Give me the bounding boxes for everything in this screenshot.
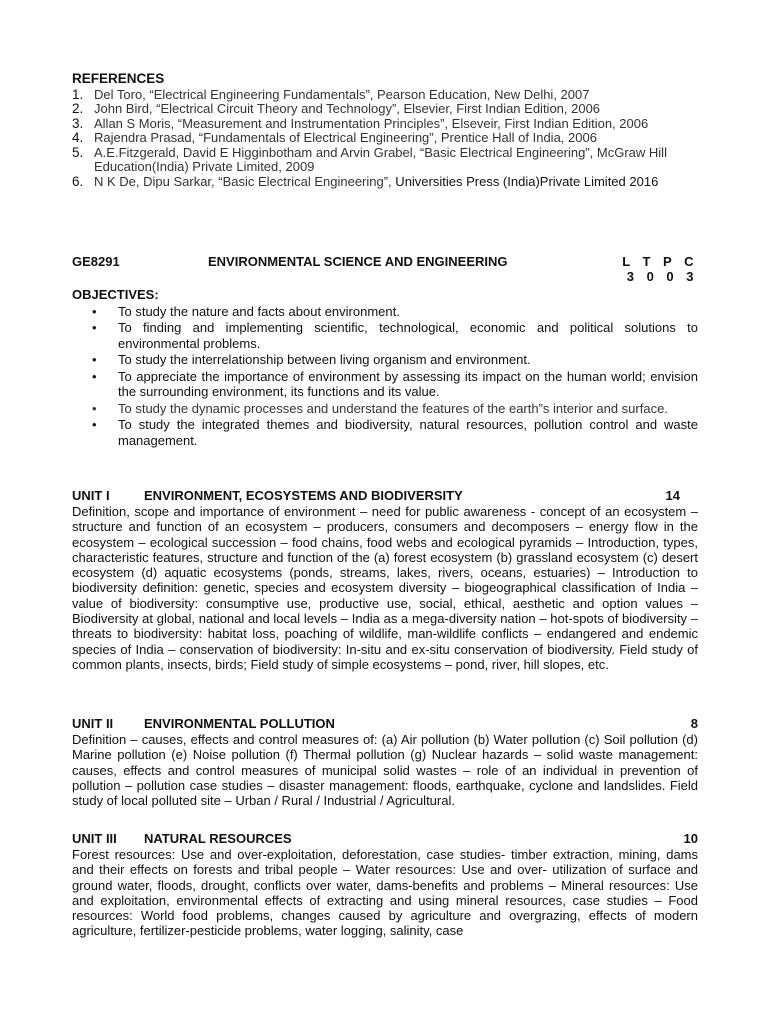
course-code: GE8291 xyxy=(72,254,120,269)
objectives-list xyxy=(72,304,698,449)
bullet-icon: • xyxy=(92,400,97,416)
reference-text: John Bird, “Electrical Circuit Theory and Technology”, Elsevier, First Indian Edition, 2006 xyxy=(94,101,601,116)
objectives-heading: OBJECTIVES: xyxy=(72,287,159,302)
objective-text: To study the nature and facts about environment. xyxy=(118,303,400,319)
objective-item xyxy=(72,320,698,351)
reference-text-tail: Universities Press (India)Private Limited 2016 xyxy=(391,173,659,189)
objective-text: To study the integrated themes and biodiversity, natural resources, pollution control and waste management. xyxy=(118,417,698,448)
unit-heading xyxy=(72,488,698,504)
unit-hours: 10 xyxy=(683,831,698,846)
course-ltpc xyxy=(622,254,698,284)
reference-number: 6. xyxy=(72,173,84,189)
references-section xyxy=(72,72,712,189)
objective-text: To appreciate the importance of environment by assessing its impact on the human world; envision the surrounding environment, its functions and its value. xyxy=(118,368,698,399)
unit-section xyxy=(72,716,698,808)
bullet-icon: • xyxy=(92,417,97,432)
bullet-icon: • xyxy=(92,303,97,319)
objective-text: To finding and implementing scientific, technological, economic and political solutions to environmental problems. xyxy=(118,320,698,351)
unit-number: UNIT I xyxy=(72,488,110,503)
objective-item xyxy=(72,304,698,320)
bullet-icon: • xyxy=(92,352,97,367)
reference-item xyxy=(72,146,712,175)
unit-heading xyxy=(72,716,698,732)
objective-item xyxy=(72,417,698,448)
unit-name: ENVIRONMENT, ECOSYSTEMS AND BIODIVERSITY xyxy=(144,488,463,503)
unit-number: UNIT II xyxy=(72,716,114,731)
bullet-icon: • xyxy=(92,368,97,384)
unit-name: NATURAL RESOURCES xyxy=(144,831,292,846)
unit-body: Forest resources: Use and over-exploitation, deforestation, case studies- timber extraction, mining, dams and their effects on forests and tribal people – Water resources: Use and over- utilization of surface and ground water, floods, drought, conflicts over water, dams-benefits and problems – Mineral resources: Use and exploitation, environmental effects of extracting and using mineral resources, case studies – Food resources: World food problems, changes caused by agriculture and overgrazing, effects of modern agriculture, fertilizer-pesticide problems, water logging, salinity, case xyxy=(72,847,698,939)
reference-text: Rajendra Prasad, “Fundamentals of Electrical Engineering”, Prentice Hall of India, 2006 xyxy=(94,130,597,145)
reference-number: 5. xyxy=(72,144,84,160)
reference-number: 2. xyxy=(72,101,84,116)
reference-text: Allan S Moris, “Measurement and Instrumentation Principles”, Elseveir, First Indian Edition, 2006 xyxy=(94,115,649,131)
unit-body: Definition – causes, effects and control measures of: (a) Air pollution (b) Water pollution (c) Soil pollution (d) Marine pollution (e) Noise pollution (f) Thermal pollution (g) Nuclear hazards – solid waste management: causes, effects and control measures of municipal solid wastes – role of an individual in prevention of pollution – pollution case studies – disaster management: floods, earthquake, cyclone and landslides. Field study of local polluted site – Urban / Rural / Industrial / Agricultural. xyxy=(72,732,698,809)
reference-text: N K De, Dipu Sarkar, “Basic Electrical Engineering”, xyxy=(94,173,392,189)
objective-text: To study the dynamic processes and understand the features of the earth”s interior and surface. xyxy=(118,400,668,416)
reference-text: A.E.Fitzgerald, David E Higginbotham and Arvin Grabel, “Basic Electrical Engineering”, McGraw Hill Education(India) Private Limited, 2009 xyxy=(94,144,667,174)
objective-text: To study the interrelationship between living organism and environment. xyxy=(118,352,531,367)
unit-number: UNIT III xyxy=(72,831,117,846)
unit-name: ENVIRONMENTAL POLLUTION xyxy=(144,716,335,731)
reference-item xyxy=(72,131,712,146)
ltpc-labels: L T P C xyxy=(622,254,698,269)
reference-item xyxy=(72,117,712,132)
reference-text: Del Toro, “Electrical Engineering Fundamentals”, Pearson Education, New Delhi, 2007 xyxy=(94,86,590,102)
reference-number: 1. xyxy=(72,86,84,102)
unit-heading xyxy=(72,831,698,847)
references-list xyxy=(72,88,712,190)
reference-item xyxy=(72,175,712,190)
objective-item xyxy=(72,401,698,417)
reference-item xyxy=(72,88,712,103)
ltpc-values: 3 0 0 3 xyxy=(626,269,698,284)
reference-item xyxy=(72,102,712,117)
references-heading: REFERENCES xyxy=(72,71,165,86)
objective-item xyxy=(72,369,698,400)
unit-body: Definition, scope and importance of environment – need for public awareness - concept of an ecosystem – structure and function of an ecosystem – producers, consumers and decomposers – energy flow in the ecosystem – ecological succession – food chains, food webs and ecological pyramids – Introduction, types, characteristic features, structure and function of the (a) forest ecosystem (b) grassland ecosystem (c) desert ecosystem (d) aquatic ecosystems (ponds, streams, lakes, rivers, oceans, estuaries) – Introduction to biodiversity definition: genetic, species and ecosystem diversity – biogeographical classification of India – value of biodiversity: consumptive use, productive use, social, ethical, aesthetic and option values – Biodiversity at global, national and local levels – India as a mega-diversity nation – hot-spots of biodiversity – threats to biodiversity: habitat loss, poaching of wildlife, man-wildlife conflicts – endangered and endemic species of India – conservation of biodiversity: In-situ and ex-situ conservation of biodiversity. Field study of common plants, insects, birds; Field study of simple ecosystems – pond, river, hill slopes, etc. xyxy=(72,504,698,672)
reference-number: 4. xyxy=(72,130,84,145)
objective-item xyxy=(72,352,698,368)
unit-hours: 14 xyxy=(665,488,680,503)
unit-hours: 8 xyxy=(690,716,698,731)
bullet-icon: • xyxy=(92,320,97,335)
unit-section xyxy=(72,488,698,672)
reference-number: 3. xyxy=(72,115,84,131)
unit-section xyxy=(72,831,698,939)
objectives-section xyxy=(72,287,698,449)
course-title: ENVIRONMENTAL SCIENCE AND ENGINEERING xyxy=(208,254,508,269)
